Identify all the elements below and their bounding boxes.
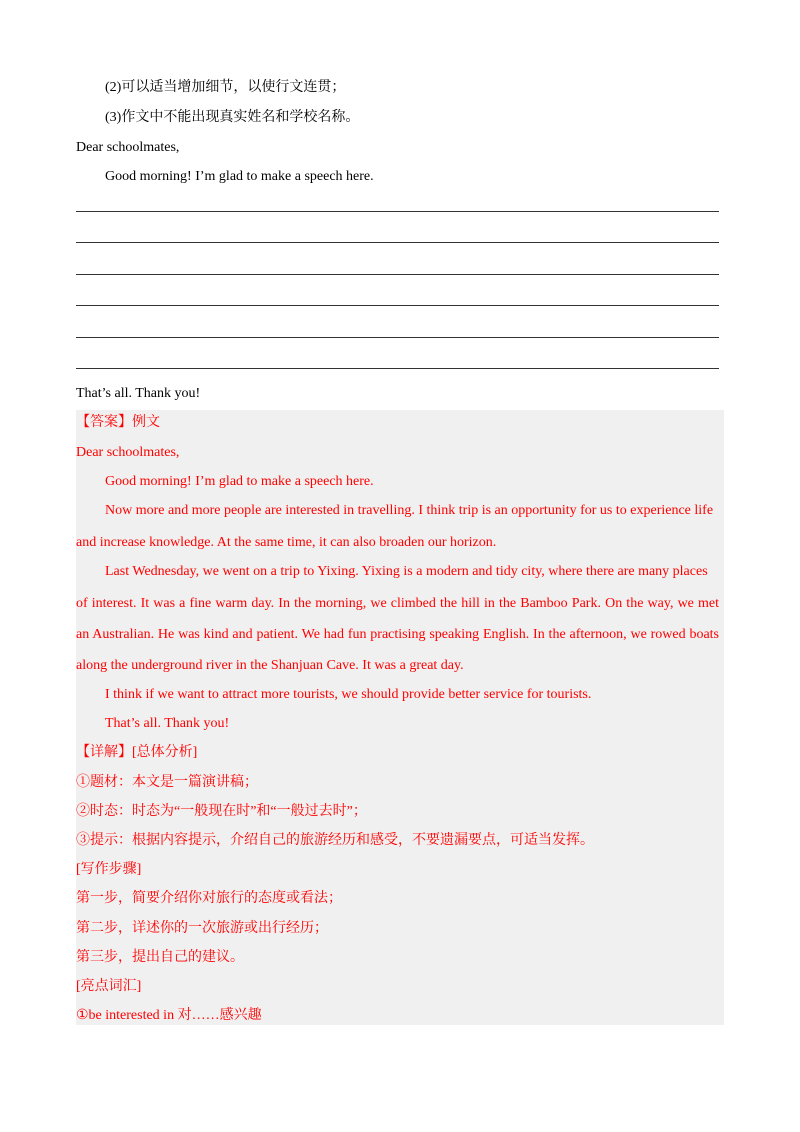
answer-salutation: Dear schoolmates, xyxy=(76,445,180,460)
answer-paragraph-1: Good morning! I’m glad to make a speech here. xyxy=(105,474,374,489)
analysis-header: 【详解】[总体分析] xyxy=(76,745,198,760)
step-1: 第一步，简要介绍你对旅行的态度或看法； xyxy=(76,891,342,906)
vocab-header: [亮点词汇] xyxy=(76,979,142,994)
step-3: 第三步，提出自己的建议。 xyxy=(76,950,244,965)
vocab-item-1: ①be interested in 对……感兴趣 xyxy=(76,1008,262,1023)
answer-paragraph-4: I think if we want to attract more tourists, we should provide better service for tourists. xyxy=(105,687,592,702)
answer-paragraph-2b: and increase knowledge. At the same time, it can also broaden our horizon. xyxy=(76,535,497,550)
writing-line-5 xyxy=(76,337,719,338)
writing-line-3 xyxy=(76,274,719,275)
answer-paragraph-3a: Last Wednesday, we went on a trip to Yixing. Yixing is a modern and tidy city, where there are many places xyxy=(105,564,708,579)
answer-header: 【答案】例文 xyxy=(76,415,160,430)
writing-line-1 xyxy=(76,211,719,212)
letter-salutation: Dear schoolmates, xyxy=(76,140,180,155)
analysis-item-1: ①题材：本文是一篇演讲稿； xyxy=(76,775,258,790)
writing-line-6 xyxy=(76,368,719,369)
analysis-item-2: ②时态：时态为“一般现在时”和“一般过去时”； xyxy=(76,804,367,819)
requirement-3: (3)作文中不能出现真实姓名和学校名称。 xyxy=(105,110,360,125)
steps-header: [写作步骤] xyxy=(76,862,142,877)
letter-opening: Good morning! I’m glad to make a speech here. xyxy=(105,169,374,184)
step-2: 第二步，详述你的一次旅游或出行经历； xyxy=(76,921,328,936)
answer-paragraph-3b: of interest. It was a fine warm day. In the morning, we climbed the hill in the Bamboo Park. On the way, we met xyxy=(76,596,719,611)
writing-line-4 xyxy=(76,305,719,306)
answer-paragraph-3d: along the underground river in the Shanjuan Cave. It was a great day. xyxy=(76,658,464,673)
letter-closing: That’s all. Thank you! xyxy=(76,386,201,401)
answer-paragraph-5: That’s all. Thank you! xyxy=(105,716,230,731)
analysis-item-3: ③提示：根据内容提示，介绍自己的旅游经历和感受，不要遗漏要点，可适当发挥。 xyxy=(76,833,594,848)
requirement-2: (2)可以适当增加细节，以使行文连贯； xyxy=(105,80,346,95)
answer-paragraph-3c: an Australian. He was kind and patient. We had fun practising speaking English. In the afternoon, we rowed boats xyxy=(76,627,719,642)
writing-line-2 xyxy=(76,242,719,243)
answer-paragraph-2a: Now more and more people are interested in travelling. I think trip is an opportunity for us to experience life xyxy=(105,503,714,518)
